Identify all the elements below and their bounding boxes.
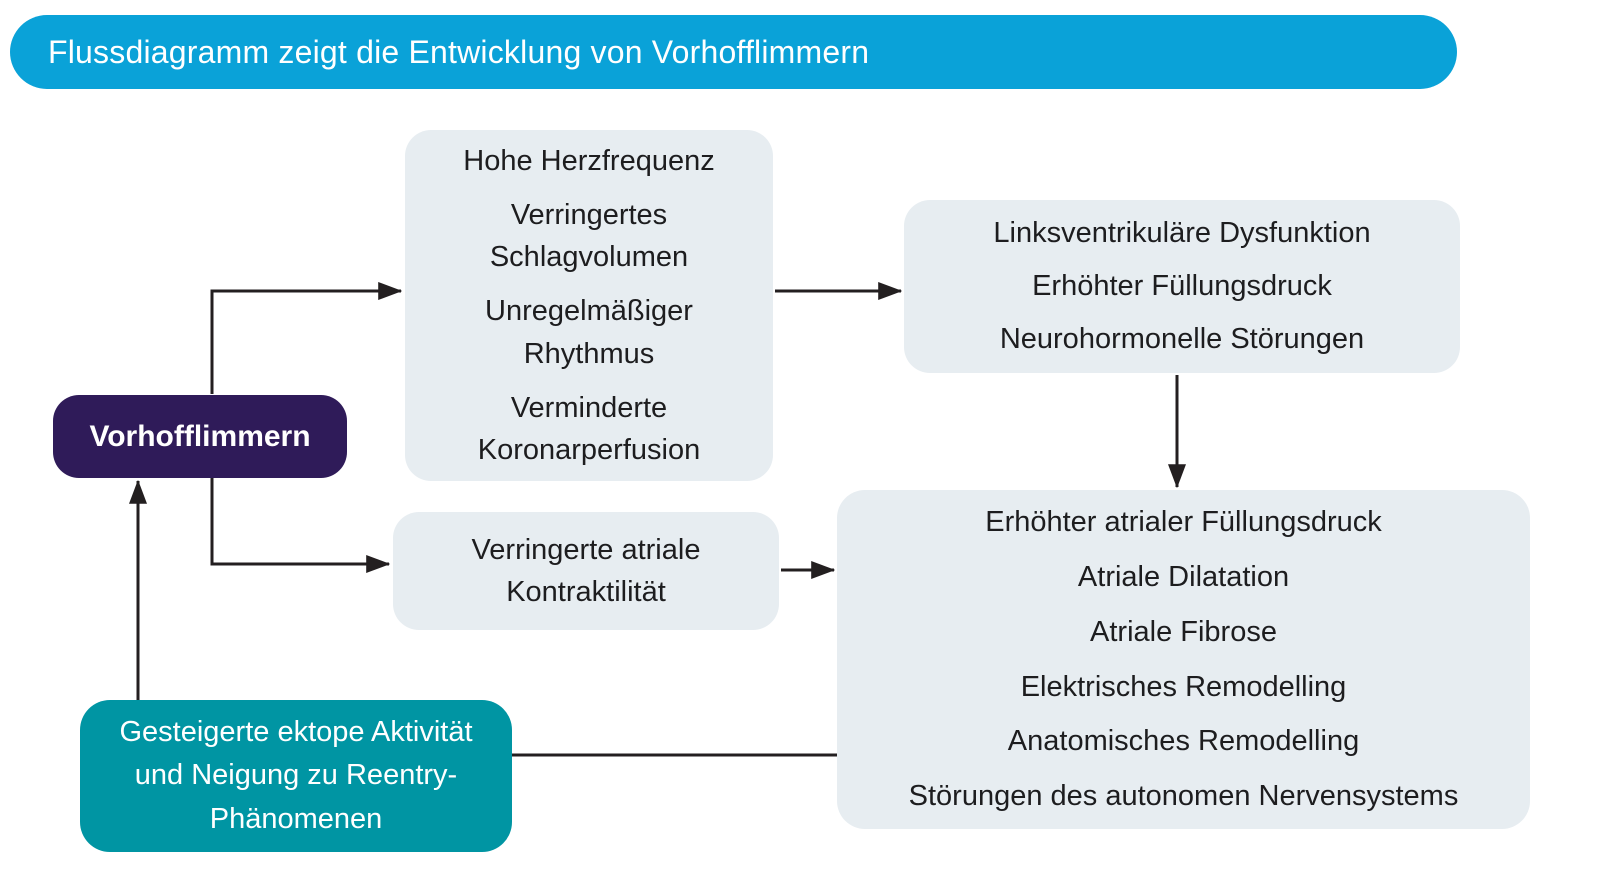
node-item: Atriale Dilatation xyxy=(1077,560,1290,593)
node-item: Hohe Herzfrequenz xyxy=(463,145,715,178)
page-title: Flussdiagramm zeigt die Entwicklung von Vorhofflimmern xyxy=(48,33,870,70)
node-hemodynamic-effects xyxy=(405,130,773,481)
node-atrial-contractility xyxy=(393,512,779,630)
node-ectopic-activity xyxy=(80,700,512,852)
node-atrial-remodeling xyxy=(837,490,1530,829)
node-line: Gesteigerte ektope Aktivität xyxy=(119,715,473,748)
node-item: Erhöhter atrialer Füllungsdruck xyxy=(985,506,1382,539)
node-item: Atriale Fibrose xyxy=(1090,615,1277,648)
arrow-af-to-contractility xyxy=(212,478,389,564)
node-item: Erhöhter Füllungsdruck xyxy=(1032,270,1332,303)
title-banner xyxy=(10,15,1457,89)
node-item: Elektrisches Remodelling xyxy=(1020,670,1347,703)
node-item: Anatomisches Remodelling xyxy=(1007,725,1360,758)
node-line: Phänomenen xyxy=(209,802,383,835)
node-item: Verringertes Schlagvolumen xyxy=(489,199,689,274)
node-item: Verringerte atriale Kontraktilität xyxy=(471,533,701,608)
node-item: Neurohormonelle Störungen xyxy=(999,322,1365,355)
node-item: Unregelmäßiger Rhythmus xyxy=(485,295,693,370)
node-lv-dysfunction xyxy=(904,200,1460,373)
node-line: und Neigung zu Reentry- xyxy=(134,759,458,792)
arrow-af-to-hemodynamics xyxy=(212,291,401,394)
node-item: Störungen des autonomen Nervensystems xyxy=(908,780,1459,813)
node-item: Verminderte Koronarperfusion xyxy=(477,391,701,466)
node-label: Vorhofflimmern xyxy=(89,419,311,453)
node-item: Linksventrikuläre Dysfunktion xyxy=(993,217,1371,250)
node-vorhofflimmern xyxy=(53,395,347,478)
